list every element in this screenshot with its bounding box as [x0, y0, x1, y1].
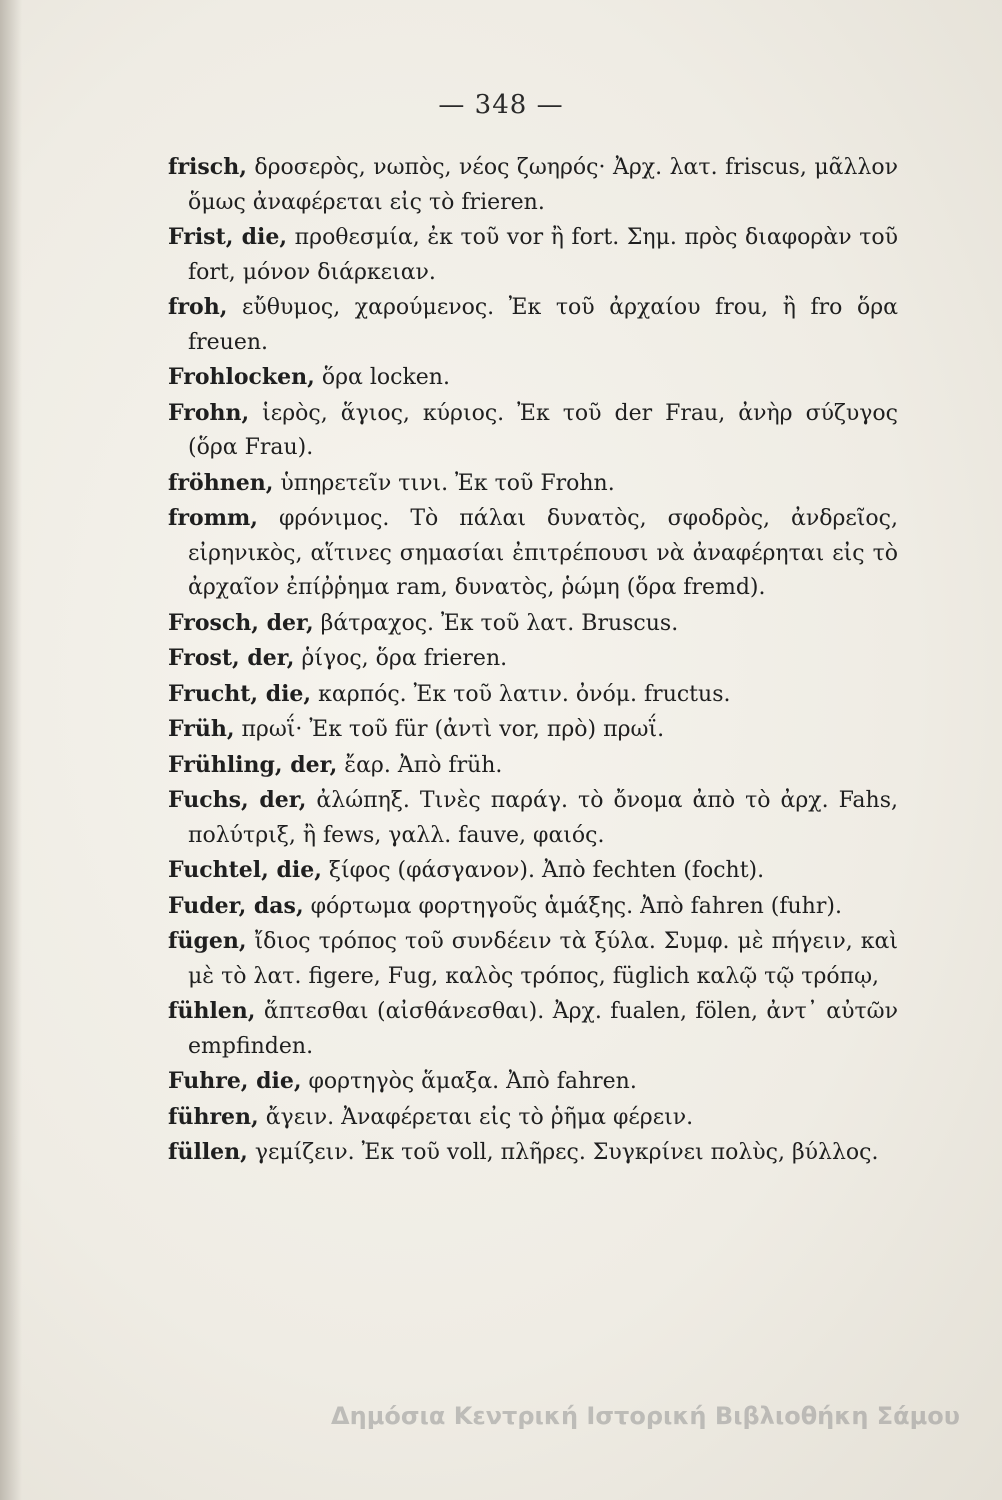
- dictionary-entry: [168, 466, 898, 502]
- entry-definition: ξίφος (φάσγανον). Ἀπὸ fechten (focht).: [321, 858, 765, 883]
- entry-headword: fügen,: [168, 928, 247, 954]
- entry-headword: Frucht, die,: [168, 680, 312, 707]
- dictionary-entry: [168, 712, 898, 748]
- dictionary-entry: [168, 1135, 898, 1171]
- dictionary-entry: [168, 748, 898, 784]
- entry-definition: ἀλώπηξ. Τινὲς παράγ. τὸ ὄνομα ἀπὸ τὸ ἀρχ. Fahs, πολύτριξ, ἢ fews, γαλλ. fauve, φαιός.: [188, 788, 898, 848]
- entry-headword: fühlen,: [168, 998, 256, 1024]
- entry-definition: βάτραχος. Ἐκ τοῦ λατ. Bruscus.: [313, 610, 679, 636]
- entry-definition: ἅπτεσθαι (αἰσθάνεσθαι). Ἀρχ. fualen, fölen, ἀντ᾽ αὐτῶν empfinden.: [188, 999, 898, 1059]
- dictionary-entry: [168, 606, 898, 642]
- entry-headword: froh,: [168, 294, 228, 320]
- dictionary-entry: [168, 290, 898, 360]
- entry-definition: πρωΐ· Ἐκ τοῦ für (ἀντὶ vor, πρὸ) πρωΐ.: [234, 717, 665, 742]
- entry-headword: Fuchs, der,: [168, 787, 307, 813]
- entry-definition: ῥίγος, ὅρα frieren.: [294, 646, 508, 671]
- entry-definition: ἔαρ. Ἀπὸ früh.: [337, 752, 503, 778]
- dictionary-entry: [168, 150, 898, 220]
- dictionary-entry: [168, 677, 898, 713]
- dictionary-entry: [168, 994, 898, 1064]
- entry-headword: Frist, die,: [168, 224, 288, 250]
- entry-headword: frisch,: [168, 154, 247, 180]
- entry-headword: Fuder, das,: [168, 892, 304, 919]
- entry-headword: fromm,: [168, 505, 258, 531]
- entry-definition: γεμίζειν. Ἐκ τοῦ voll, πλῆρες. Συγκρίνει πολὺς, βύλλος.: [247, 1140, 879, 1165]
- dictionary-entry: [168, 360, 898, 396]
- entry-definition: ἱερὸς, ἅγιος, κύριος. Ἐκ τοῦ der Frau, ἀνὴρ σύζυγος (ὅρα Frau).: [188, 400, 898, 460]
- dictionary-entry: [168, 641, 898, 677]
- page-gutter-shadow: [0, 0, 22, 1500]
- entry-definition: καρπός. Ἐκ τοῦ λατιν. ὀνόμ. fructus.: [311, 681, 731, 707]
- entry-list: [168, 150, 898, 1171]
- entry-headword: Fuhre, die,: [168, 1068, 302, 1094]
- entry-definition: ἴδιος τρόπος τοῦ συνδέειν τὰ ξύλα. Συμφ. μὲ πήγειν, καὶ μὲ τὸ λατ. figere, Fug, καλὸς τρόπος, füglich καλῷ τῷ τρόπῳ,: [188, 929, 898, 989]
- dictionary-entry: [168, 1100, 898, 1136]
- entry-headword: Frohlocken,: [168, 364, 315, 390]
- dictionary-entry: [168, 501, 898, 606]
- dictionary-entry: [168, 889, 898, 925]
- entry-headword: Fuchtel, die,: [168, 857, 322, 883]
- dictionary-entry: [168, 1064, 898, 1100]
- dictionary-entry: [168, 396, 898, 466]
- dictionary-entry: [168, 853, 898, 889]
- entry-definition: δροσερὸς, νωπὸς, νέος ζωηρός· Ἀρχ. λατ. friscus, μᾶλλον ὅμως ἀναφέρεται εἰς τὸ frieren.: [188, 155, 898, 215]
- dictionary-entry: [168, 220, 898, 290]
- entry-definition: φόρτωμα φορτηγοῦς ἁμάξης. Ἀπὸ fahren (fuhr).: [303, 893, 842, 919]
- entry-definition: ὅρα locken.: [314, 365, 450, 390]
- entry-headword: fröhnen,: [168, 469, 274, 496]
- entry-definition: ὑπηρετεῖν τινι. Ἐκ τοῦ Frohn.: [273, 470, 615, 496]
- entry-headword: Frohn,: [168, 399, 250, 426]
- entry-definition: φρόνιμος. Τὸ πάλαι δυνατὸς, σφοδρὸς, ἀνδρεῖος, εἰρηνικὸς, αἵτινες σημασίαι ἐπιτρέπουσι νὰ ἀναφέρηται εἰς τὸ ἀρχαῖον ἐπίῤῥημα ram, δυνατὸς, ῥώμη (ὅρα fremd).: [188, 506, 898, 600]
- entry-headword: füllen,: [168, 1139, 248, 1165]
- entry-definition: φορτηγὸς ἅμαξα. Ἀπὸ fahren.: [301, 1069, 637, 1094]
- entry-definition: ἄγειν. Ἀναφέρεται εἰς τὸ ῥῆμα φέρειν.: [258, 1104, 694, 1130]
- page-number: — 348 —: [438, 90, 564, 120]
- library-watermark: Δημόσια Κεντρική Ιστορική Βιβλιοθήκη Σάμου: [331, 1402, 960, 1430]
- entry-headword: Früh,: [168, 716, 235, 742]
- dictionary-entry: [168, 783, 898, 853]
- entry-headword: Frosch, der,: [168, 609, 314, 636]
- entry-headword: Frost, der,: [168, 645, 295, 671]
- dictionary-entry: [168, 924, 898, 994]
- entry-headword: führen,: [168, 1103, 259, 1130]
- entry-definition: προθεσμία, ἐκ τοῦ vor ἢ fort. Σημ. πρὸς διαφορὰν τοῦ fort, μόνον διάρκειαν.: [188, 225, 898, 285]
- entry-headword: Frühling, der,: [168, 751, 338, 778]
- entry-definition: εὔθυμος, χαρούμενος. Ἐκ τοῦ ἀρχαίου frou, ἢ fro ὅρα freuen.: [188, 295, 898, 355]
